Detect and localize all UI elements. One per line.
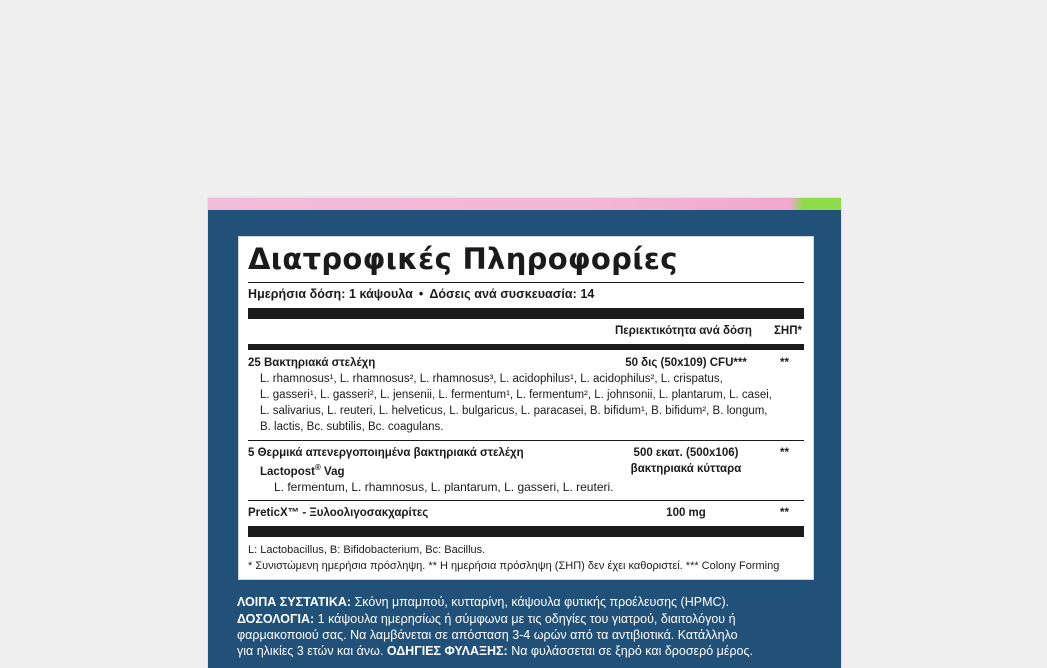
registered-mark: ® <box>314 463 321 472</box>
header-amount-per-dose: Περιεκτικότητα ανά δόση <box>615 325 752 337</box>
row3-ri: ** <box>780 507 789 519</box>
row1-strains-line2: L. gasseri¹, L. gasseri², L. jensenii, L. fermentum¹, L. fermentum², L. johnsonii, L. plantarum, L. casei, <box>260 389 772 401</box>
row2-ri: ** <box>780 447 789 459</box>
box-top-color-strip <box>208 198 841 210</box>
storage-text: Να φυλάσσεται σε ξηρό και δροσερό μέρος. <box>507 644 753 658</box>
doses-per-pack: Δόσεις ανά συσκευασία: 14 <box>429 287 595 301</box>
divider-thin <box>248 500 804 501</box>
age-text: για ηλικίες 3 ετών και άνω. <box>237 644 387 658</box>
divider-medium <box>248 344 804 350</box>
row2-title: 5 Θερμικά απενεργοποιημένα βακτηριακά στελέχη <box>248 447 524 459</box>
row3-amount: 100 mg <box>666 507 706 519</box>
other-ingredients-text: Σκόνη μπαμπού, κυτταρίνη, κάψουλα φυτικής προέλευσης (HPMC). <box>351 595 730 609</box>
row2-subtitle-brand: Lactopost <box>260 465 315 478</box>
row1-strains-line3: L. salivarius, L. reuteri, L. helveticus, L. bulgaricus, L. paracasei, B. bifidum¹, B. bifidum², B. longum, <box>260 405 768 417</box>
row3-title: PreticX™ - Ξυλοολιγοσακχαρίτες <box>248 507 429 519</box>
storage-label: ΟΔΗΓΙΕΣ ΦΥΛΑΞΗΣ: <box>386 644 508 658</box>
row1-ri: ** <box>780 357 789 369</box>
divider-thin <box>248 440 804 441</box>
dosage-label: ΔΟΣΟΛΟΓΙΑ: <box>237 612 315 626</box>
row1-strains-line4: B. lactis, Bc. subtilis, Bc. coagulans. <box>260 421 444 433</box>
row2-subtitle-suffix: Vag <box>320 465 345 478</box>
panel-title: Διατροφικές Πληροφορίες <box>248 242 678 276</box>
row2-amount-line2: βακτηριακά κύτταρα <box>630 463 742 475</box>
row1-strains-line1: L. rhamnosus¹, L. rhamnosus², L. rhamnosus³, L. acidophilus¹, L. acidophilus², L. crispatus, <box>260 373 723 385</box>
header-ri: ΣΗΠ* <box>774 325 802 337</box>
divider-thick <box>248 308 804 319</box>
footnote-abbreviations: L: Lactobacillus, B: Bifidobacterium, Bc: Bacillus. <box>248 544 486 556</box>
row2-amount-line1: 500 εκατ. (500x106) <box>633 447 739 459</box>
other-ingredients <box>237 595 729 609</box>
serving-info <box>248 287 594 301</box>
dosage-text: 1 κάψουλα ημερησίως ή σύμφωνα με τις οδηγίες του γιατρού, διαιτολόγου ή <box>314 612 736 626</box>
dosage-line2: φαρμακοποιού σας. Να λαμβάνεται σε απόσταση 3-4 ωρών από τα αντιβιοτικά. Κατάλληλο <box>237 628 738 642</box>
row2-subtitle <box>260 463 345 478</box>
age-storage-line <box>237 644 753 658</box>
daily-dose: Ημερήσια δόση: 1 κάψουλα <box>248 287 413 301</box>
nutrition-facts-panel <box>238 236 814 580</box>
product-box-back <box>208 198 841 668</box>
other-ingredients-label: ΛΟΙΠΑ ΣΥΣΤΑΤΙΚΑ: <box>237 595 352 609</box>
divider-thick <box>248 526 804 537</box>
row1-amount: 50 δις (50x109) CFU*** <box>625 357 747 369</box>
dosage <box>237 612 736 626</box>
row2-strains: L. fermentum, L. rhamnosus, L. plantarum, L. gasseri, L. reuteri. <box>274 480 614 494</box>
serving-separator: • <box>418 287 424 301</box>
row1-title: 25 Βακτηριακά στελέχη <box>248 357 376 369</box>
footnote-legend: * Συνιστώμενη ημερήσια πρόσληψη. ** Η ημερήσια πρόσληψη (ΣΗΠ) δεν έχει καθοριστεί. *** Colony Forming <box>248 560 780 572</box>
divider-thin <box>248 282 804 283</box>
